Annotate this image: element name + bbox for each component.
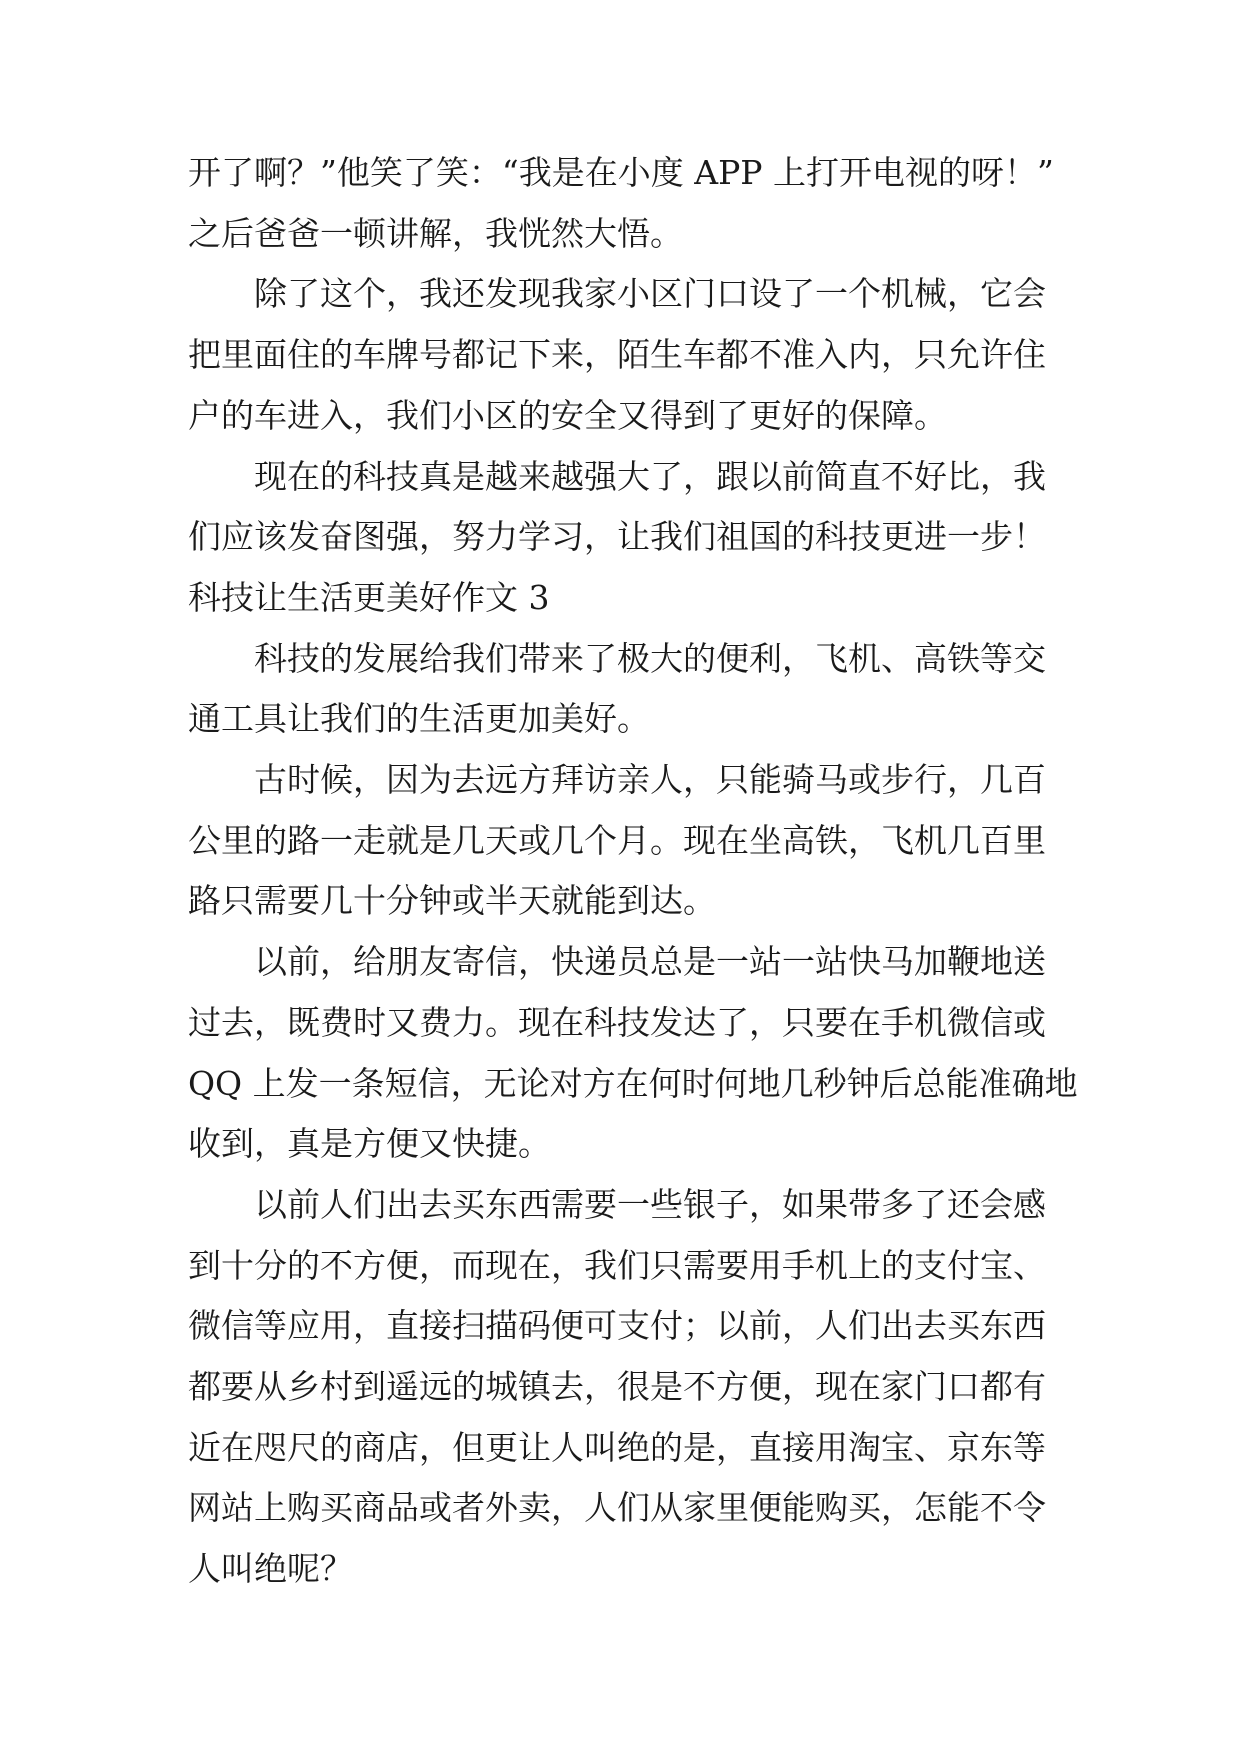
text-line: 公里的路一走就是几天或几个月。现在坐高铁，飞机几百里: [188, 820, 1046, 860]
text-line: 近在咫尺的商店，但更让人叫绝的是，直接用淘宝、京东等: [188, 1427, 1046, 1467]
paragraph-start-line: 以前，给朋友寄信，快递员总是一站一站快马加鞭地送: [254, 942, 1046, 982]
paragraph-start-line: 现在的科技真是越来越强大了，跟以前简直不好比，我: [254, 456, 1046, 496]
text-line: 户的车进入，我们小区的安全又得到了更好的保障。: [188, 395, 947, 435]
text-line: 过去，既费时又费力。现在科技发达了，只要在手机微信或: [188, 1002, 1046, 1042]
text-line: 之后爸爸一顿讲解，我恍然大悟。: [188, 213, 683, 253]
text-line: 收到，真是方便又快捷。: [188, 1124, 551, 1164]
text-line: 把里面住的车牌号都记下来，陌生车都不准入内，只允许住: [188, 335, 1046, 375]
text-line: 路只需要几十分钟或半天就能到达。: [188, 881, 716, 921]
text-line: 网站上购买商品或者外卖，人们从家里便能购买，怎能不令: [188, 1488, 1046, 1528]
paragraph-start-line: 古时候，因为去远方拜访亲人，只能骑马或步行，几百: [254, 760, 1046, 800]
text-line: 都要从乡村到遥远的城镇去，很是不方便，现在家门口都有: [188, 1367, 1046, 1407]
paragraph-start-line: 除了这个，我还发现我家小区门口设了一个机械，它会: [254, 274, 1046, 314]
text-line: 人叫绝呢？: [188, 1549, 353, 1589]
essay-heading: 科技让生活更美好作文 3: [188, 577, 550, 617]
paragraph-start-line: 以前人们出去买东西需要一些银子，如果带多了还会感: [254, 1184, 1046, 1224]
paragraph-start-line: 科技的发展给我们带来了极大的便利，飞机、高铁等交: [254, 638, 1046, 678]
text-line: QQ 上发一条短信，无论对方在何时何地几秒钟后总能准确地: [188, 1063, 1078, 1103]
text-line: 们应该发奋图强，努力学习，让我们祖国的科技更进一步！: [188, 517, 1046, 557]
text-line: 微信等应用，直接扫描码便可支付；以前，人们出去买东西: [188, 1306, 1046, 1346]
text-line: 开了啊？”他笑了笑：“我是在小度 APP 上打开电视的呀！”: [188, 153, 1054, 192]
text-line: 到十分的不方便，而现在，我们只需要用手机上的支付宝、: [188, 1245, 1046, 1285]
text-line: 通工具让我们的生活更加美好。: [188, 699, 650, 739]
document-body: [188, 143, 1078, 1600]
